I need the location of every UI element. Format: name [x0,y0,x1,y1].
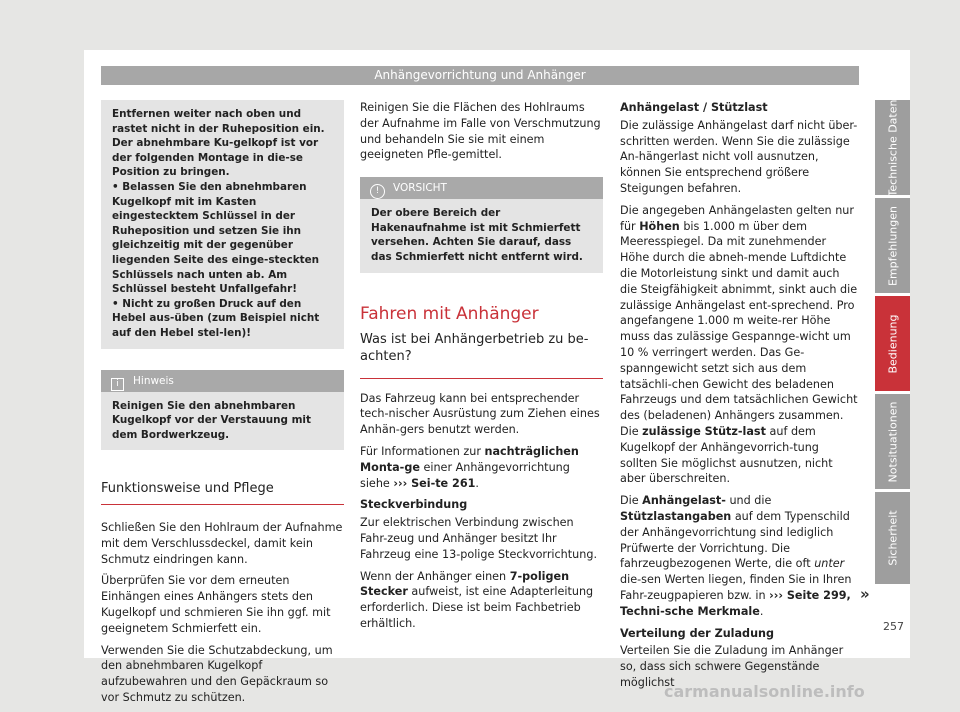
caution-icon: ! [370,184,385,199]
warning-continuation-box [101,100,344,349]
page-reference-link[interactable]: ››› Sei-te 261 [393,476,476,490]
column-middle [360,100,603,638]
paragraph: Wenn der Anhänger einen 7-poligen Stecker aufweist, ist eine Adapterleitung erforderlich. Diese ist beim Fachbetrieb erhältlich. [360,569,594,630]
paragraph: Zur elektrischen Verbindung zwischen Fahr-zeug und Anhänger besitzt Ihr Fahrzeug eine 13-polige Steckvorrichtung. [360,516,597,561]
box-text-2: • Belassen Sie den abnehmbaren Kugelkopf mit im Kasten eingestecktem Schlüssel in der Ruheposition und setzen Sie ihn gleichzeitig mit der gegenüber liegenden Seite des einge-steckten Schlüssels nach unten ab. Am Schlüssel besteht Unfallgefahr! [112,180,320,296]
page-header: Anhängevorrichtung und Anhänger [101,66,859,85]
page-number: 257 [883,620,904,633]
paragraph: Überprüfen Sie vor dem erneuten Einhängen eines Anhängers stets den Kugelkopf und schmieren Sie ihn ggf. mit geeignetem Schmierfett ein. [101,574,331,635]
caution-text: Der obere Bereich der Hakenaufnahme ist mit Schmierfett versehen. Achten Sie darauf, dass das Schmierfett nicht entfernt wird. [371,207,583,263]
caution-box [360,177,603,272]
paragraph: Verwenden Sie die Schutzabdeckung, um den abnehmbaren Kugelkopf aufzubewahren und den Gepäckraum so vor Schmutz zu schützen. [101,643,333,705]
subsection-title: Steckverbindung [360,498,468,512]
box-text-3: • Nicht zu großen Druck auf den Hebel aus-üben (zum Beispiel nicht auf den Hebel stel-len)! [112,297,320,339]
paragraph: Schließen Sie den Hohlraum der Aufnahme mit dem Verschlussdeckel, damit kein Schmutz eindringen kann. [101,521,343,566]
paragraph: Verteilen Sie die Zuladung im Anhänger so, dass sich schwere Gegenstände möglichst [620,644,844,689]
hint-title: Hinweis [133,374,174,387]
continue-arrow-icon: » [860,585,870,603]
tab-technische-daten[interactable]: Technische Daten [875,100,910,195]
tab-bedienung[interactable]: Bedienung [875,296,910,391]
column-right [620,100,858,697]
subsection-title: Verteilung der Zuladung [620,626,775,640]
box-text-1: Entfernen weiter nach oben und rastet nicht in der Ruheposition ein. Der abnehmbare Ku-gelkopf ist vor der folgenden Montage in die-se Position zu bringen. [112,108,325,179]
hint-header [101,370,344,392]
tab-notsituationen[interactable]: Notsituationen [875,394,910,489]
hint-text: Reinigen Sie den abnehmbaren Kugelkopf vor der Verstauung mit dem Bordwerkzeug. [112,399,311,441]
paragraph: Die angegeben Anhängelasten gelten nur für Höhen bis 1.000 m über dem Meeresspiegel. Da mit zunehmender Höhe durch die abneh-mende Luftdichte die Motorleistung sinkt und damit auch die Steigfähigkeit abnimmt, sinkt auch die zulässige Anhängelast ent-sprechend. Pro angefangene 1.000 m weite-rer Höhe muss das zulässige Gespannge-wicht um 10 % verringert werden. Das Ge-spanngewicht setzt sich aus dem tatsächli-chen Gewicht des beladenen Fahrzeugs und dem tatsächlichen Gewicht des (beladenen) Anhängers zusammen. Die zulässige Stütz-last auf dem Kugelkopf der Anhängevorrich-tung sollten Sie möglichst ausnutzen, nicht aber überschreiten. [620,203,858,486]
intro-paragraph: Reinigen Sie die Flächen des Hohlraums der Aufnahme im Falle von Verschmutzung und behandeln Sie sie mit einem geeigneten Pfle-gemittel. [360,101,601,162]
paragraph: Das Fahrzeug kann bei entsprechender tech-nischer Ausrüstung zum Ziehen eines Anhän-gers benutzt werden. [360,391,600,437]
column-left [101,100,344,712]
paragraph: Für Informationen zur nachträglichen Monta-ge einer Anhängevorrichtung siehe ››› Sei-te 261. [360,444,579,490]
hint-box [101,370,344,451]
watermark: carmanualsonline.info [664,682,865,701]
paragraph: Die Anhängelast- und die Stützlastangaben auf dem Typenschild der Anhängevorrichtung sind lediglich Prüfwerte der Vorrichtung. Die fahrzeugbezogenen Werte, die oft unter die-sen Werten liegen, finden Sie in Ihren Fahr-zeugpapieren bzw. in ››› Seite 299, Techni-sche Merkmale. [620,494,852,618]
tab-sicherheit[interactable]: Sicherheit [875,492,910,584]
page-reference-link[interactable]: ››› Seite 299, Techni-sche Merkmale [620,588,851,618]
divider [360,378,603,379]
subheading: Was ist bei Anhängerbetrieb zu be-achten? [360,331,589,364]
section-title: Funktionsweise und Pflege [101,481,344,505]
chapter-heading: Fahren mit Anhänger [360,303,539,324]
info-icon: i [111,378,124,391]
subsection-title: Anhängelast / Stützlast [620,101,768,114]
paragraph: Die zulässige Anhängelast darf nicht über-schritten werden. Wenn Sie die zulässige An-hängerlast nicht voll ausnutzen, können Sie entsprechend größere Steigungen befahren. [620,118,858,195]
caution-header [360,177,603,199]
tab-empfehlungen[interactable]: Empfehlungen [875,198,910,293]
caution-title: VORSICHT [393,182,447,195]
